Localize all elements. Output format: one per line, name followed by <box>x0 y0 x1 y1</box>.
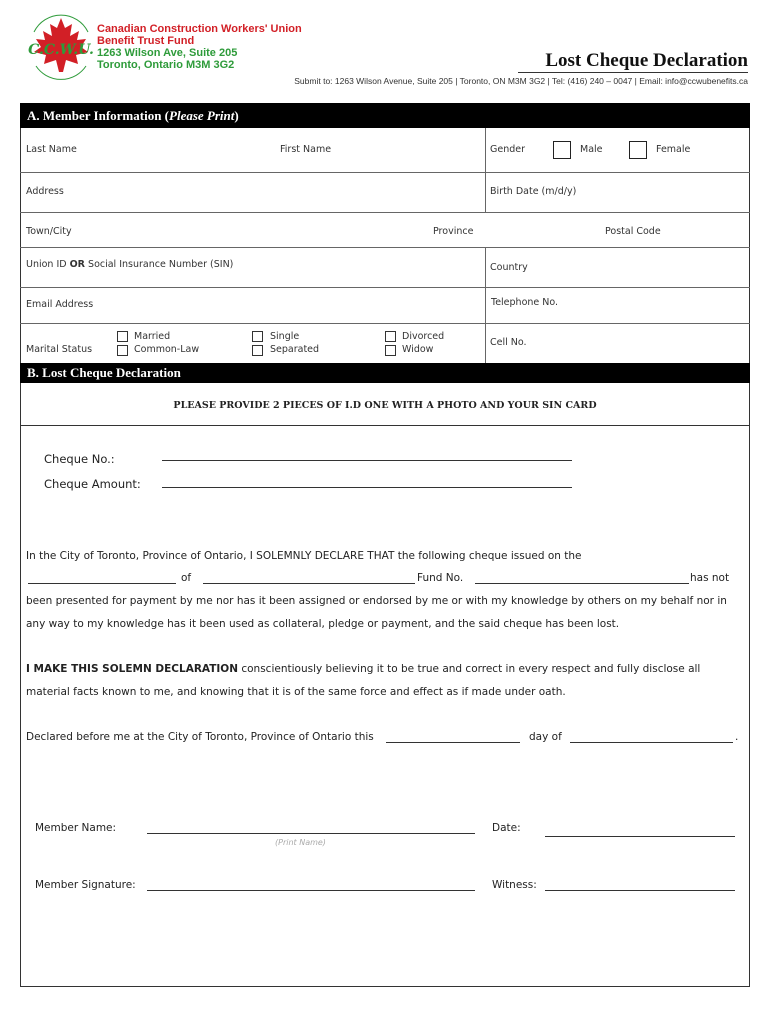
declared-before-text: Declared before me at the City of Toronto, Province of Ontario this <box>26 731 374 743</box>
member-signature-field[interactable] <box>147 890 475 891</box>
union-id-or: OR <box>69 259 86 270</box>
divider <box>485 323 486 363</box>
section-a-title-italic: Please Print <box>169 108 235 123</box>
section-b-header: B. Lost Cheque Declaration <box>20 363 750 383</box>
date-field[interactable] <box>545 836 735 837</box>
email-label: Email Address <box>26 299 94 310</box>
postal-code-label: Postal Code <box>605 226 661 237</box>
issue-date-field[interactable] <box>28 583 176 584</box>
period: . <box>735 731 739 743</box>
divider <box>485 247 486 287</box>
witness-label: Witness: <box>492 879 537 891</box>
org-subname: Benefit Trust Fund <box>97 35 195 47</box>
widow-checkbox[interactable] <box>385 345 396 356</box>
section-a-title-end: ) <box>234 108 239 123</box>
sin-text: Social Insurance Number (SIN) <box>85 259 234 270</box>
birth-date-label: Birth Date (m/d/y) <box>490 186 577 197</box>
union-id-text: Union ID <box>26 259 70 270</box>
divider <box>485 128 486 172</box>
address-label: Address <box>26 186 64 197</box>
cheque-amount-field[interactable] <box>162 487 572 488</box>
month-field[interactable] <box>570 742 733 743</box>
of-text: of <box>181 572 192 584</box>
issuer-field[interactable] <box>203 583 415 584</box>
female-checkbox[interactable] <box>629 141 647 159</box>
divider <box>485 172 486 212</box>
divorced-checkbox[interactable] <box>385 331 396 342</box>
divider <box>485 287 486 323</box>
declaration-line-4: any way to my knowledge has it been used as collateral, pledge or payment, and the said cheque has been lost. <box>26 618 620 630</box>
male-label: Male <box>580 144 603 155</box>
submit-instructions: Submit to: 1263 Wilson Avenue, Suite 205 | Toronto, ON M3M 3G2 | Tel: (416) 240 – 0047 | Email: info@ccwubenefits.ca <box>294 76 748 86</box>
cell-label: Cell No. <box>490 337 527 348</box>
fund-no-field[interactable] <box>475 583 689 584</box>
org-address-2: Toronto, Ontario M3M 3G2 <box>97 59 235 71</box>
row-divider <box>20 287 750 288</box>
row-divider <box>20 212 750 213</box>
male-checkbox[interactable] <box>553 141 571 159</box>
solemn-declaration-line-2: material facts known to me, and knowing that it is of the same force and effect as if made under oath. <box>26 686 566 698</box>
solemn-declaration-bold: I MAKE THIS SOLEMN DECLARATION <box>26 663 239 675</box>
declaration-line-3: been presented for payment by me nor has it been assigned or endorsed by me or with my knowledge by others on my behalf nor in <box>26 595 727 607</box>
print-name-hint: (Print Name) <box>275 838 326 847</box>
date-label: Date: <box>492 822 521 834</box>
separated-label: Separated <box>270 344 320 355</box>
town-city-label: Town/City <box>26 226 72 237</box>
cheque-amount-label: Cheque Amount: <box>44 477 141 491</box>
document-title: Lost Cheque Declaration <box>545 50 748 71</box>
declaration-line-1: In the City of Toronto, Province of Ontario, I SOLEMNLY DECLARE THAT the following cheque issued on the <box>26 550 582 562</box>
member-signature-label: Member Signature: <box>35 879 136 891</box>
divorced-label: Divorced <box>402 331 445 342</box>
ccwu-logo <box>26 12 96 82</box>
cheque-no-label: Cheque No.: <box>44 452 115 466</box>
member-name-label: Member Name: <box>35 822 117 834</box>
row-divider <box>20 247 750 248</box>
section-a-title: A. Member Information ( <box>27 108 170 123</box>
logo-text: C.C.W.U. <box>28 42 94 58</box>
id-notice: PLEASE PROVIDE 2 PIECES OF I.D ONE WITH A PHOTO AND YOUR SIN CARD <box>173 400 597 411</box>
member-name-field[interactable] <box>147 833 475 834</box>
gender-label: Gender <box>490 144 526 155</box>
solemn-declaration-line-1 <box>26 663 700 675</box>
single-label: Single <box>270 331 300 342</box>
witness-field[interactable] <box>545 890 735 891</box>
cheque-no-field[interactable] <box>162 460 572 461</box>
org-name: Canadian Construction Workers' Union <box>97 23 302 35</box>
union-id-label <box>26 259 233 270</box>
section-a-header <box>20 103 750 128</box>
first-name-label: First Name <box>280 144 332 155</box>
widow-label: Widow <box>402 344 434 355</box>
row-divider <box>20 172 750 173</box>
fund-no-text: Fund No. <box>417 572 464 584</box>
common-law-checkbox[interactable] <box>117 345 128 356</box>
title-rule <box>518 72 748 73</box>
married-label: Married <box>134 331 171 342</box>
separated-checkbox[interactable] <box>252 345 263 356</box>
country-label: Country <box>490 262 528 273</box>
row-divider <box>20 323 750 324</box>
telephone-label: Telephone No. <box>491 297 559 308</box>
row-divider <box>20 425 750 426</box>
female-label: Female <box>656 144 691 155</box>
single-checkbox[interactable] <box>252 331 263 342</box>
has-not-text: has not <box>690 572 730 584</box>
day-of-text: day of <box>529 731 562 743</box>
day-field[interactable] <box>386 742 520 743</box>
last-name-label: Last Name <box>26 144 77 155</box>
solemn-declaration-rest: conscientiously believing it to be true and correct in every respect and fully disclose all <box>238 663 701 675</box>
marital-status-label: Marital Status <box>26 344 93 355</box>
province-label: Province <box>433 226 474 237</box>
org-address-1: 1263 Wilson Ave, Suite 205 <box>97 47 238 59</box>
common-law-label: Common-Law <box>134 344 200 355</box>
organization-block <box>97 23 302 71</box>
married-checkbox[interactable] <box>117 331 128 342</box>
